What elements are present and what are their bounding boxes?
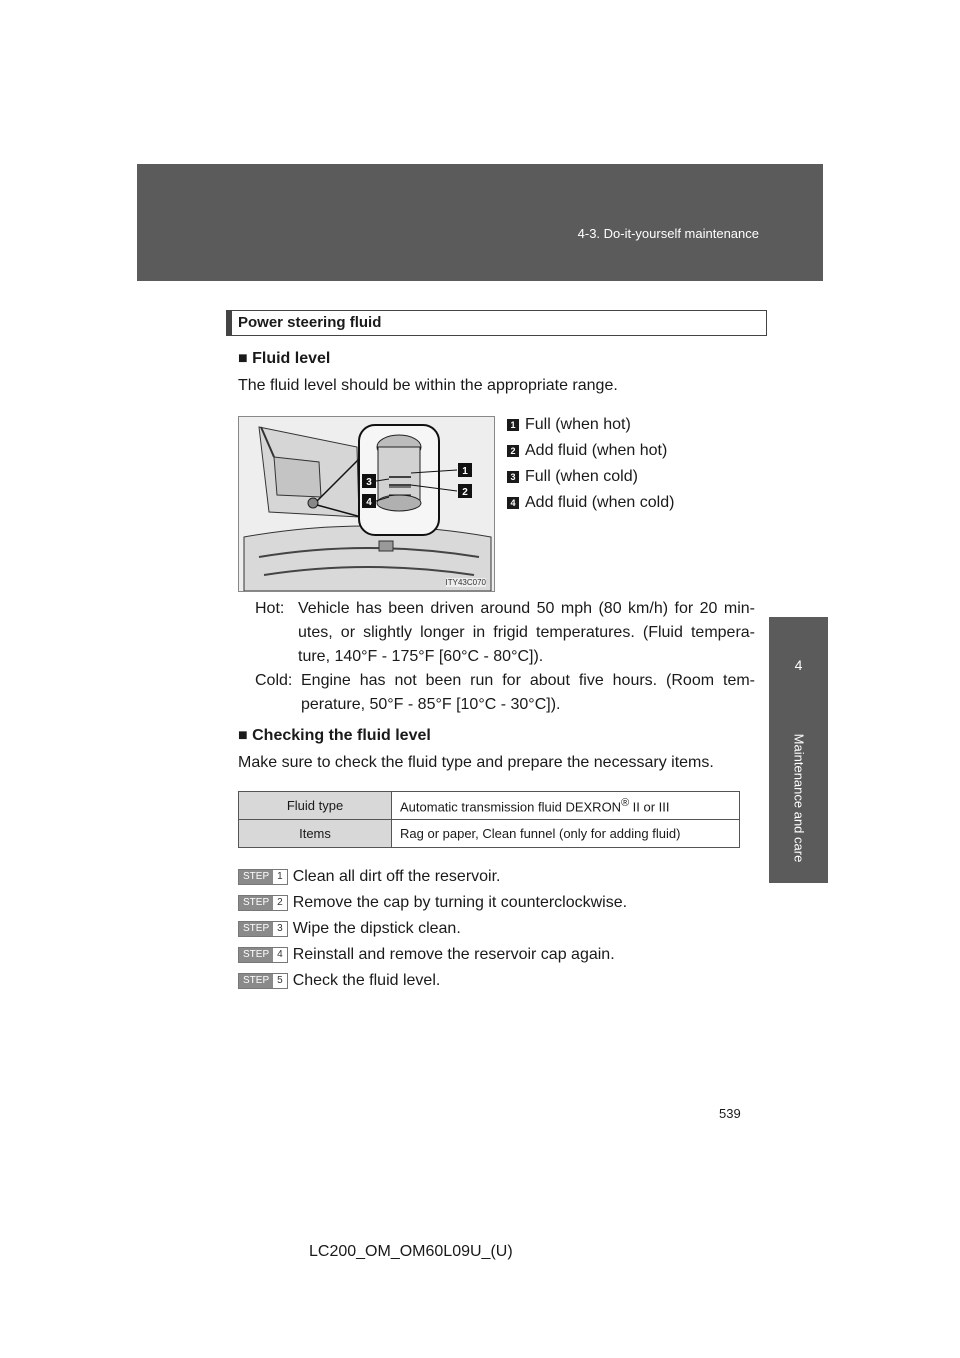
fluid-level-subhead: ■ Fluid level xyxy=(238,350,331,367)
legend-label: Add fluid (when hot) xyxy=(525,442,668,459)
checking-intro: Make sure to check the fluid type and prepare the necessary items. xyxy=(238,754,714,771)
step-badge: STEP 5 xyxy=(238,973,288,989)
step-badge: STEP 3 xyxy=(238,921,288,937)
header-band xyxy=(137,164,823,281)
figure-legend xyxy=(507,412,674,516)
list-item xyxy=(238,942,627,968)
cold-line: Engine has not been run for about five hours. (Room tem- xyxy=(301,672,755,689)
page-number: 539 xyxy=(719,1106,741,1121)
checking-subhead: ■ Checking the fluid level xyxy=(238,727,431,744)
legend-item xyxy=(507,412,674,438)
engine-bay-drawing xyxy=(239,417,494,591)
legend-item xyxy=(507,490,674,516)
legend-label: Add fluid (when cold) xyxy=(525,494,675,511)
figure-code: ITY43C070 xyxy=(445,578,486,587)
hot-line: Vehicle has been driven around 50 mph (80 km/h) for 20 min- xyxy=(298,600,755,617)
chapter-label: Maintenance and care xyxy=(791,733,806,863)
hot-term: Hot: xyxy=(255,600,285,617)
svg-text:1: 1 xyxy=(462,466,468,477)
table-row xyxy=(239,820,740,848)
legend-number: 3 xyxy=(507,471,519,483)
step-text: Check the fluid level. xyxy=(292,972,441,989)
fluid-type-suffix: II or III xyxy=(629,799,670,815)
legend-number: 4 xyxy=(507,497,519,509)
list-item xyxy=(238,916,627,942)
cold-line: perature, 50°F - 85°F [10°C - 30°C]). xyxy=(301,696,561,713)
chapter-label-tab xyxy=(769,713,828,883)
step-text: Reinstall and remove the reservoir cap again. xyxy=(292,946,615,963)
step-badge: STEP 2 xyxy=(238,895,288,911)
step-badge: STEP 1 xyxy=(238,869,288,885)
table-value xyxy=(392,792,740,820)
legend-number: 1 xyxy=(507,419,519,431)
section-heading: Power steering fluid xyxy=(226,310,767,336)
hot-line: utes, or slightly longer in frigid temperatures. (Fluid tempera- xyxy=(298,624,755,641)
fluid-level-intro: The fluid level should be within the appropriate range. xyxy=(238,377,618,394)
hot-line: ture, 140°F - 175°F [60°C - 80°C]). xyxy=(298,648,544,665)
list-item xyxy=(238,864,627,890)
cold-term: Cold: xyxy=(255,672,293,689)
step-list xyxy=(238,864,627,994)
list-item xyxy=(238,968,627,994)
section-title: 4-3. Do-it-yourself maintenance xyxy=(577,226,759,241)
step-text: Remove the cap by turning it counterclockwise. xyxy=(292,894,628,911)
step-badge: STEP 4 xyxy=(238,947,288,963)
step-text: Wipe the dipstick clean. xyxy=(292,920,461,937)
table-key: Items xyxy=(239,820,392,848)
engine-bay-illustration xyxy=(238,416,495,592)
table-row xyxy=(239,792,740,820)
svg-text:4: 4 xyxy=(366,497,372,508)
hot-definition xyxy=(255,597,755,669)
spec-table xyxy=(238,791,740,848)
fluid-type-value: Automatic transmission fluid DEXRON xyxy=(400,799,622,815)
legend-label: Full (when hot) xyxy=(525,416,631,433)
document-code: LC200_OM_OM60L09U_(U) xyxy=(309,1243,513,1260)
legend-item xyxy=(507,438,674,464)
svg-text:3: 3 xyxy=(366,477,372,488)
checking-title: Checking the fluid level xyxy=(252,727,431,744)
registered-mark: ® xyxy=(621,796,630,809)
legend-label: Full (when cold) xyxy=(525,468,638,485)
legend-number: 2 xyxy=(507,445,519,457)
cold-definition xyxy=(255,669,755,717)
table-key: Fluid type xyxy=(239,792,392,820)
list-item xyxy=(238,890,627,916)
step-text: Clean all dirt off the reservoir. xyxy=(292,868,501,885)
chapter-number-tab: 4 xyxy=(769,617,828,713)
svg-text:2: 2 xyxy=(462,487,468,498)
table-value: Rag or paper, Clean funnel (only for adding fluid) xyxy=(392,820,740,848)
legend-item xyxy=(507,464,674,490)
fluid-level-title: Fluid level xyxy=(252,350,331,367)
